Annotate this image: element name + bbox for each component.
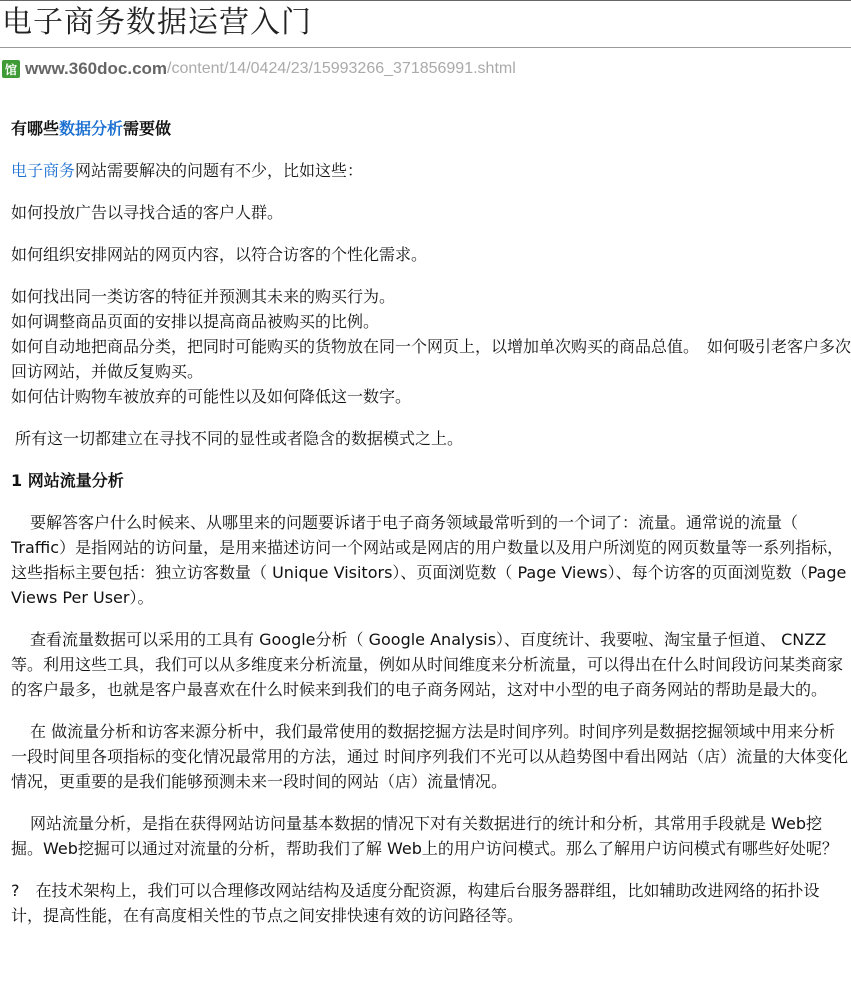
paragraph-text: 网站需要解决的问题有不少，比如这些： bbox=[75, 161, 364, 180]
paragraph: 在 做流量分析和访客来源分析中，我们最常使用的数据挖掘方法是时间序列。时间序列是数据挖掘领域中用来分析一段时间里各项指标的变化情况最常用的方法，通过 时间序列我们不光可以从趋势图中看出网站（店）流量的大体变化情况，更重要的是我们能够预测未来一段时间的网站（店）流量情况。 bbox=[11, 722, 849, 791]
paragraph: 查看流量数据可以采用的工具有 Google分析（ Google Analysis）、百度统计、我要啦、淘宝量子恒道、 CNZZ等。利用这些工具，我们可以从多维度来分析流量，例如从时间维度来分析流量，可以得出在什么时间段访问某类商家的客户最多，也就是客户最喜欢在什么时候来到我们的电子商务网站，这对中小型的电子商务网站的帮助是最大的。 bbox=[11, 630, 844, 699]
heading-suffix: 需要做 bbox=[123, 119, 172, 138]
360doc-logo-icon: 馆 bbox=[2, 60, 20, 78]
question-list bbox=[11, 284, 851, 409]
section-heading-text: 1 网站流量分析 bbox=[11, 471, 124, 490]
source-url-bar bbox=[2, 58, 516, 80]
article-body bbox=[11, 116, 851, 945]
paragraph: 网站流量分析，是指在获得网站访问量基本数据的情况下对有关数据进行的统计和分析，其常用手段就是 Web挖掘。Web挖掘可以通过对流量的分析，帮助我们了解 Web上的用户访问模式。那么了解用户访问模式有哪些好处呢？ bbox=[11, 814, 838, 858]
paragraph: 如何投放广告以寻找合适的客户人群。 bbox=[11, 203, 284, 222]
data-analysis-link[interactable]: 数据分析 bbox=[59, 119, 124, 138]
question-line: 如何自动地把商品分类，把同时可能购买的货物放在同一个网页上，以增加单次购买的商品总值。 如何吸引老客户多次回访网站，并做反复购买。 bbox=[11, 337, 851, 381]
paragraph: ? 在技术架构上，我们可以合理修改网站结构及适度分配资源，构建后台服务器群组，比如辅助改进网络的拓扑设计，提高性能，在有高度相关性的节点之间安排快速有效的访问路径等。 bbox=[11, 881, 820, 925]
section-heading-traffic bbox=[11, 468, 851, 493]
question-line: 如何找出同一类访客的特征并预测其未来的购买行为。 bbox=[11, 287, 396, 306]
ecommerce-link[interactable]: 电子商务 bbox=[11, 161, 76, 180]
question-line: 如何估计购物车被放弃的可能性以及如何降低这一数字。 bbox=[11, 387, 412, 406]
paragraph: 所有这一切都建立在寻找不同的显性或者隐含的数据模式之上。 bbox=[15, 429, 464, 448]
paragraph bbox=[11, 158, 851, 183]
title-divider bbox=[0, 47, 851, 48]
heading-prefix: 有哪些 bbox=[11, 119, 60, 138]
question-line: 如何调整商品页面的安排以提高商品被购买的比例。 bbox=[11, 312, 380, 331]
source-domain-link[interactable]: www.360doc.com bbox=[25, 59, 168, 78]
source-path: /content/14/0424/23/15993266_371856991.shtml bbox=[167, 60, 516, 77]
paragraph: 如何组织安排网站的网页内容，以符合访客的个性化需求。 bbox=[11, 245, 428, 264]
section-heading-analysis bbox=[11, 116, 851, 141]
page-title: 电子商务数据运营入门 bbox=[2, 5, 312, 40]
top-border bbox=[0, 0, 851, 1]
paragraph: 要解答客户什么时候来、从哪里来的问题要诉诸于电子商务领域最常听到的一个词了：流量。通常说的流量（ Traffic）是指网站的访问量，是用来描述访问一个网站或是网店的用户数量以及用户所浏览的网页数量等一系列指标，这些指标主要包括：独立访客数量（ Unique Visitors）、页面浏览数（ Page Views）、每个访客的页面浏览数（Page Views Per User）。 bbox=[11, 513, 847, 607]
